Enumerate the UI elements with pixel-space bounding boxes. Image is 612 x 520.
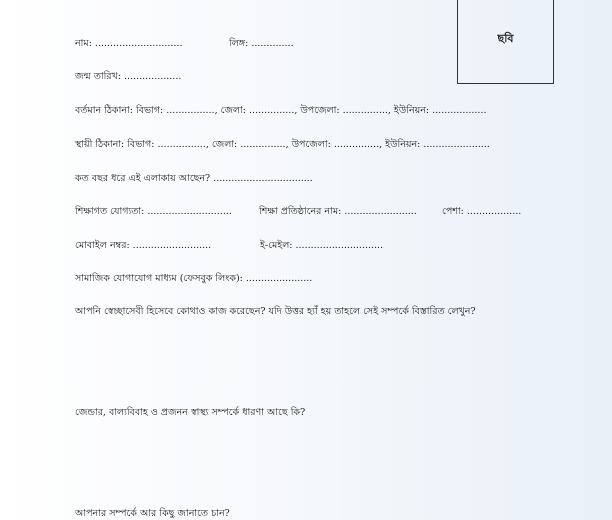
email-field: ই-মেইল: ............................. — [260, 240, 384, 251]
gender-field: লিঙ্গ: .............. — [229, 38, 294, 49]
occupation-field: পেশা: .................. — [442, 206, 522, 217]
social-media-field: সামাজিক যোগাযোগ মাধ্যম (ফেসবুক লিংক): ...................... — [75, 273, 313, 284]
photo-label: ছবি — [497, 32, 514, 45]
institution-field: শিক্ষা প্রতিষ্ঠানের নাম: ........................ — [259, 206, 417, 217]
dob-field: জন্ম তারিখ: ................... — [75, 71, 182, 82]
question-volunteer: আপনি স্বেচ্ছাসেবী হিসেবে কোথাও কাজ করেছেন? যদি উত্তর হ্যাঁ হয় তাহলে সেই সম্পর্কে বিস্তারিত লেখুন? — [75, 306, 476, 317]
name-field: নাম: ............................. — [75, 38, 183, 49]
question-more-about-you: আপনার সম্পর্কে আর কিছু জানাতে চান? — [75, 508, 230, 519]
education-field: শিক্ষাগত যোগ্যতা: ............................ — [75, 206, 232, 217]
mobile-field: মোবাইল নম্বর: .......................... — [75, 240, 212, 251]
present-address-field: বর্তমান ঠিকানা: বিভাগ: ................, জেলা: ..............., উপজেলা: ..............., ইউনিয়ন: .................. — [75, 105, 487, 116]
years-in-area-field: কত বছর ধরে এই এলাকায় আছেন? ................................. — [75, 173, 313, 184]
permanent-address-field: স্থায়ী ঠিকানা: বিভাগ: ................, জেলা: ..............., উপজেলা: ..............., ইউনিয়ন: ...................... — [75, 139, 490, 150]
question-gender-awareness: জেন্ডার, বাল্যবিবাহ ও প্রজনন স্বাস্থ্য সম্পর্কে ধারণা আছে কি? — [75, 407, 306, 418]
photo-box — [457, 0, 554, 84]
